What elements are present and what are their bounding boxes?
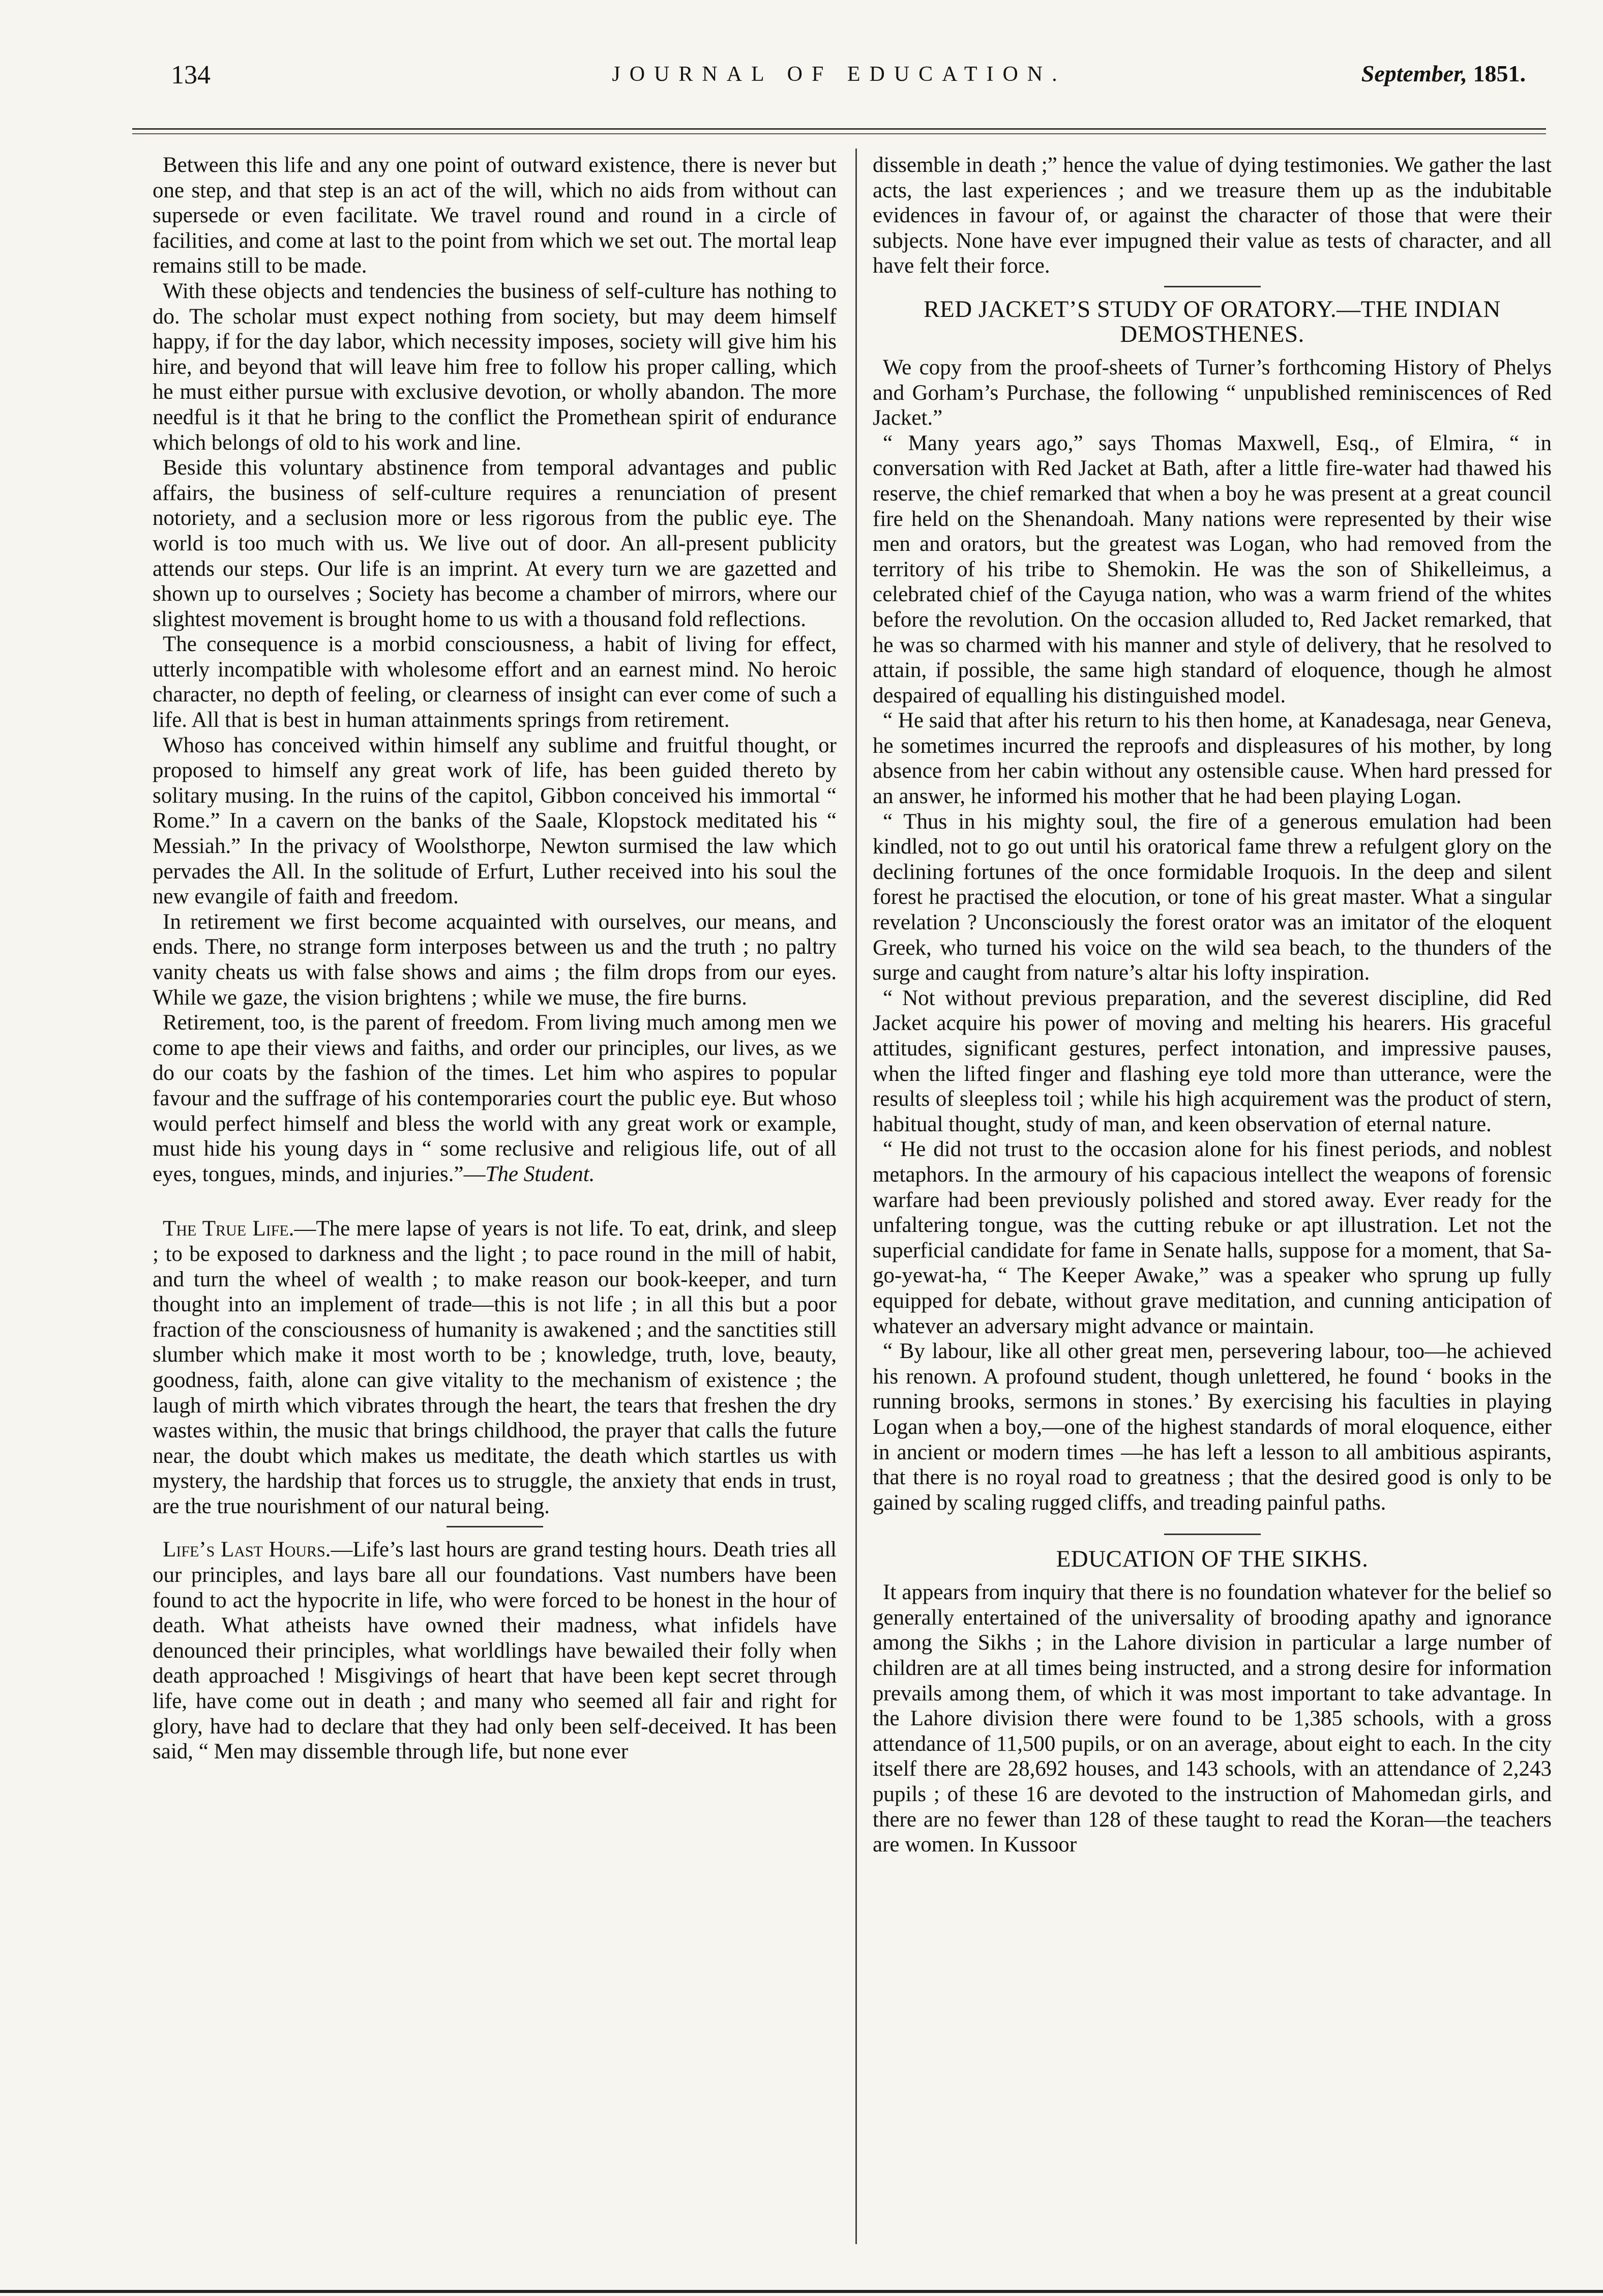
issue-year: 1851. xyxy=(1473,61,1526,86)
paragraph: “ Thus in his mighty soul, the fire of a generous emulation had been kindled, not to go out until his oratorical fame threw a refulgent glory on the declining fortunes of the once formidable Iroquois. In the deep and silent forest he practised the elocution, or tone of his great master. What a singular revelation ? Unconsciously the forest orator was an imitator of the eloquent Greek, who turned his voice on the wild sea beach, to the thunders of the surge and caught from nature’s altar his lofty inspiration. xyxy=(873,809,1552,985)
article-last-hours xyxy=(153,1537,837,1764)
left-column xyxy=(153,153,837,2238)
short-rule xyxy=(1164,286,1261,287)
article-title-red-jacket: RED JACKET’S STUDY OF ORATORY.—THE INDIAN DEMOSTHENES. xyxy=(924,296,1501,347)
column-divider xyxy=(855,149,857,2244)
header-rule-thin xyxy=(132,133,1546,134)
paragraph: Beside this voluntary abstinence from temporal advantages and public affairs, the business of self-culture requires a renunciation of present notoriety, and a seclusion more or less rigorous from the public eye. The world is too much with us. We live out of door. An all-present publicity attends our steps. Our life is an imprint. At every turn we are gazetted and shown up to ourselves ; Society has become a chamber of mirrors, where our slightest movement is brought home to us with a thousand fold reflections. xyxy=(153,456,837,631)
paragraph: The consequence is a morbid consciousness, a habit of living for effect, utterly incompatible with wholesome effort and an earnest mind. No heroic character, no depth of feeling, or clearness of insight can ever come of such a life. All that is best in human attainments springs from retirement. xyxy=(153,632,837,732)
paragraph-text: Retirement, too, is the parent of freedom. From living much among men we come to ape their views and faiths, and order our principles, our lives, as we do our coats by the fashion of the times. Let him who aspires to popular favour and the suffrage of his contemporaries court the public eye. But whoso would perfect himself and bless the world with any great work or example, must hide his young days in “ some reclusive and religious life, out of all eyes, tongues, minds, and injuries.”— xyxy=(153,1011,837,1186)
paragraph: “ He said that after his return to his then home, at Kanadesaga, near Geneva, he sometimes incurred the reproofs and displeasures of his mother, by long absence from her cabin without any ostensible cause. When hard pressed for an answer, he informed his mother that he had been playing Logan. xyxy=(873,709,1552,809)
section-separator xyxy=(873,279,1552,297)
short-rule xyxy=(447,1526,543,1527)
running-header xyxy=(153,60,1526,101)
paragraph: “ Many years ago,” says Thomas Maxwell, Esq., of Elmira, “ in conversation with Red Jacket at Bath, after a little fire-water had thawed his reserve, the chief remarked that when a boy he was present at a great council fire held on the Shenandoah. Many nations were represented by their wise men and orators, but the greatest was Logan, who had removed from the territory of his tribe to Shemokin. He was the son of Shikelleimus, a celebrated chief of the Cayuga nation, who was a warm friend of the whites before the revolution. On the occasion alluded to, Red Jacket remarked, that he was so charmed with his manner and style of delivery, that he resolved to attain, if possible, the same high standard of eloquence, though he almost despaired of equalling his distinguished model. xyxy=(873,431,1552,708)
article-true-life xyxy=(153,1216,837,1519)
paragraph: “ He did not trust to the occasion alone for his finest periods, and noblest metaphors. In the armoury of his capacious intellect the weapons of forensic warfare had been previously polished and stored away. Ever ready for the unfaltering tongue, was the cutting rebuke or apt illustration. Let not the superficial candidate for fame in Senate halls, suppose for a moment, that Sa-go-yewat-ha, “ The Keeper Awake,” was a speaker who sprung up fully equipped for debate, without grave meditation, and cunning anticipation of whatever an adversary might advance or maintain. xyxy=(873,1137,1552,1338)
issue-date xyxy=(1361,60,1526,87)
paragraph: With these objects and tendencies the business of self-culture has nothing to do. The scholar must expect nothing from society, but may deem himself happy, if for the day labor, which necessity imposes, society will give him his hire, and beyond that will leave him free to follow his proper calling, which he must either pursue with exclusive devotion, or wholly abandon. The more needful is it that he bring to the conflict the Promethean spirit of endurance which belongs of old to his work and line. xyxy=(153,279,837,455)
paragraph xyxy=(153,1010,837,1187)
paragraph: In retirement we first become acquainted with ourselves, our means, and ends. There, no strange form interposes between us and the truth ; no paltry vanity cheats us with false shows and aims ; the film drops from our eyes. While we gaze, the vision brightens ; while we muse, the fire burns. xyxy=(153,909,837,1010)
right-column xyxy=(873,153,1552,2238)
page-bottom-edge xyxy=(0,2290,1603,2293)
section-gap xyxy=(153,1187,837,1216)
paragraph: Whoso has conceived within himself any sublime and fruitful thought, or proposed to himself any great work of life, has been guided thereto by solitary musing. In the ruins of the capitol, Gibbon conceived his immortal “ Rome.” In a cavern on the banks of the Saale, Klopstock meditated his “ Messiah.” In the privacy of Woolsthorpe, Newton surmised the law which pervades the All. In the solitude of Erfurt, Luther received into his soul the new evangile of faith and freedom. xyxy=(153,733,837,909)
header-rule xyxy=(132,128,1546,130)
article-title-sikhs: EDUCATION OF THE SIKHS. xyxy=(1056,1546,1369,1573)
article-body: —The mere lapse of years is not life. To eat, drink, and sleep ; to be exposed to darkness and the light ; to pace round in the mill of habit, and turn the wheel of wealth ; to make reason our book-keeper, and turn thought into an implement of trade—this is not life ; in all this but a poor fraction of the consciousness of humanity is awakened ; and the sanctities still slumber which make it most worth to be ; knowledge, truth, love, beauty, goodness, faith, alone can give vitality to the mechanism of existence ; the laugh of mirth which vibrates through the heart, the tears that freshen the dry wastes within, the music that brings childhood, the prayer that calls the future near, the doubt which makes us meditate, the death which startles us with mystery, the hardship that forces us to struggle, the anxiety that ends in trust, are the true nourishment of our natural being. xyxy=(153,1217,837,1518)
section-separator xyxy=(153,1519,837,1537)
page-number: 134 xyxy=(171,61,211,90)
article-heading: Life’s Last Hours. xyxy=(163,1538,331,1562)
paragraph: “ By labour, like all other great men, persevering labour, too—he achieved his renown. A profound student, though unlettered, he found ‘ books in the running brooks, sermons in stones.’ By exercising his faculties in playing Logan when a boy,—one of the highest standards of moral eloquence, either in ancient or modern times —he has left a lesson to all ambitious aspirants, that there is no royal road to greatness ; that the desired good is only to be gained by scaling rugged cliffs, and treading painful paths. xyxy=(873,1339,1552,1515)
paragraph: “ Not without previous preparation, and the severest discipline, did Red Jacket acquire his power of moving and melting his hearers. His graceful attitudes, significant gestures, perfect intonation, and impressive pauses, when the lifted finger and flashing eye told more than utterance, were the results of sleepless toil ; while his high acquirement was the product of stern, habitual thought, study of man, and keen observation of eternal nature. xyxy=(873,986,1552,1136)
article-heading: The True Life. xyxy=(163,1217,294,1241)
source-attribution: The Student. xyxy=(485,1162,595,1186)
paragraph: Between this life and any one point of outward existence, there is never but one step, and that step is an act of the will, which no aids from without can supersede or even facilitate. We travel round and round in a circle of facilities, and come at last to the point from which we set out. The mortal leap remains still to be made. xyxy=(153,153,837,278)
paragraph: It appears from inquiry that there is no foundation whatever for the belief so generally entertained of the universality of brooding apathy and ignorance among the Sikhs ; in the Lahore division in particular a large number of children are at all times being instructed, and a strong desire for information prevails among them, of which it was most important to take advantage. In the Lahore division there were found to be 1,385 schools, with a gross attendance of 11,500 pupils, or on an average, about eight to each. In the city itself there are 28,692 houses, and 143 schools, with an attendance of 2,243 pupils ; of these 16 are devoted to the instruction of Mahomedan girls, and there are no fewer than 128 of these taught to read the Koran—the teachers are women. In Kussoor xyxy=(873,1580,1552,1857)
short-rule xyxy=(1164,1534,1261,1535)
issue-month: September, xyxy=(1361,61,1467,86)
journal-title: JOURNAL OF EDUCATION. xyxy=(612,63,1066,86)
article-body: —Life’s last hours are grand testing hours. Death tries all our principles, and lays bare all our foundations. Vast numbers have been found to act the hypocrite in life, who were forced to be honest in the hour of death. What atheists have owned their madness, what infidels have denounced their principles, what worldlings have bewailed their folly when death approached ! Misgivings of heart that have been kept secret through life, have come out in death ; and many who seemed all fair and right for glory, have had to declare that they had only been self-deceived. It has been said, “ Men may dissemble through life, but none ever xyxy=(153,1538,837,1764)
paragraph: dissemble in death ;” hence the value of dying testimonies. We gather the last acts, the last experiences ; and we treasure them up as the indubitable evidences in favour of, or against the character of those that were their subjects. None have ever impugned their value as tests of character, and all have felt their force. xyxy=(873,153,1552,278)
section-separator xyxy=(873,1515,1552,1547)
paragraph: We copy from the proof-sheets of Turner’s forthcoming History of Phelys and Gorham’s Purchase, the following “ unpublished reminiscences of Red Jacket.” xyxy=(873,355,1552,430)
